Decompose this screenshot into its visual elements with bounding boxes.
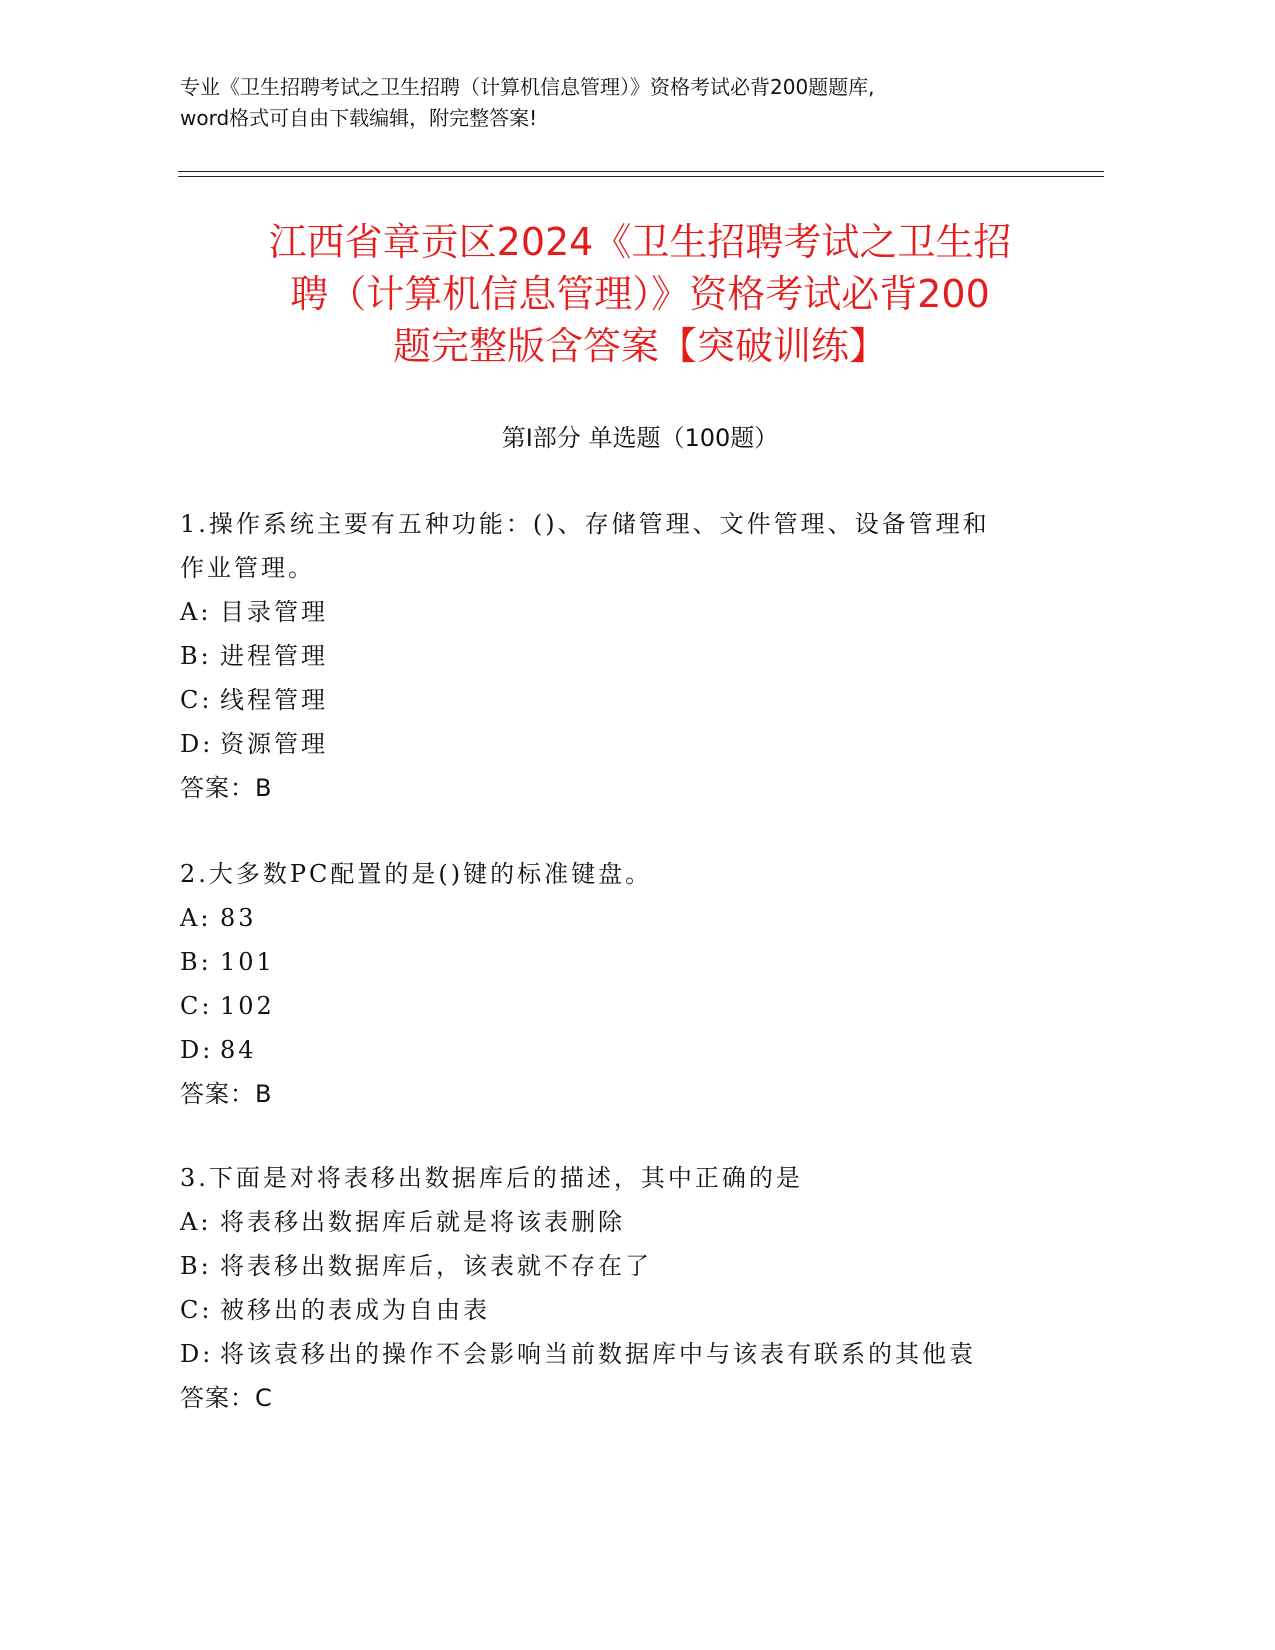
- header-note-line-1: 专业《卫生招聘考试之卫生招聘（计算机信息管理）》资格考试必背200题题库,: [180, 75, 875, 99]
- section-heading: 第Ⅰ部分 单选题（100题）: [501, 424, 779, 452]
- header-note-line-2: word格式可自由下载编辑，附完整答案!: [180, 106, 538, 130]
- question-2: [180, 852, 1080, 1116]
- question-3-option-d: [180, 1332, 1080, 1376]
- option-key: B:: [180, 1252, 212, 1280]
- option-text: 将表移出数据库后，该表就不存在了: [220, 1252, 652, 1280]
- question-2-option-d: [180, 1028, 1080, 1072]
- question-1-option-b: [180, 634, 1080, 678]
- option-key: B:: [180, 642, 212, 670]
- option-key: C:: [180, 1296, 213, 1324]
- question-3-stem: 3.下面是对将表移出数据库后的描述，其中正确的是: [180, 1164, 803, 1192]
- question-2-option-a: [180, 896, 1080, 940]
- option-key: D:: [180, 1340, 214, 1368]
- question-3: [180, 1156, 1080, 1420]
- option-key: C:: [180, 992, 213, 1020]
- option-text: 101: [220, 948, 275, 976]
- question-1-stem-line-2: 作业管理。: [180, 554, 315, 582]
- option-text: 资源管理: [220, 730, 328, 758]
- question-2-answer: 答案：B: [180, 1080, 273, 1108]
- header-note: [180, 72, 1100, 134]
- question-1: [180, 502, 1080, 810]
- option-text: 102: [220, 992, 275, 1020]
- option-text: 将表移出数据库后就是将该表删除: [220, 1208, 625, 1236]
- document-title: [180, 216, 1100, 372]
- question-2-option-b: [180, 940, 1080, 984]
- option-text: 83: [220, 904, 257, 932]
- question-1-answer: 答案：B: [180, 774, 273, 802]
- option-text: 84: [220, 1036, 257, 1064]
- question-3-option-a: [180, 1200, 1080, 1244]
- option-key: A:: [180, 1208, 212, 1236]
- option-key: C:: [180, 686, 213, 714]
- question-1-option-d: [180, 722, 1080, 766]
- question-2-option-c: [180, 984, 1080, 1028]
- question-3-option-c: [180, 1288, 1080, 1332]
- question-1-option-c: [180, 678, 1080, 722]
- question-3-option-b: [180, 1244, 1080, 1288]
- option-text: 线程管理: [220, 686, 328, 714]
- option-text: 目录管理: [220, 598, 328, 626]
- header-divider-bottom: [178, 176, 1104, 177]
- option-text: 将该袁移出的操作不会影响当前数据库中与该表有联系的其他袁: [220, 1340, 976, 1368]
- document-title-line-3: 题完整版含答案【突破训练】: [392, 324, 887, 368]
- option-text: 进程管理: [220, 642, 328, 670]
- question-3-answer: 答案：C: [180, 1384, 273, 1412]
- option-key: A:: [180, 904, 212, 932]
- question-1-option-a: [180, 590, 1080, 634]
- document-title-line-2: 聘（计算机信息管理）》资格考试必背200: [290, 272, 990, 316]
- option-key: B:: [180, 948, 212, 976]
- option-key: D:: [180, 1036, 214, 1064]
- option-key: D:: [180, 730, 214, 758]
- option-key: A:: [180, 598, 212, 626]
- document-title-line-1: 江西省章贡区2024《卫生招聘考试之卫生招: [268, 220, 1012, 264]
- option-text: 被移出的表成为自由表: [220, 1296, 490, 1324]
- header-divider-top: [178, 171, 1104, 172]
- question-2-stem: 2.大多数PC配置的是()键的标准键盘。: [180, 860, 653, 888]
- question-1-stem-line-1: 1.操作系统主要有五种功能：()、存储管理、文件管理、设备管理和: [180, 510, 990, 538]
